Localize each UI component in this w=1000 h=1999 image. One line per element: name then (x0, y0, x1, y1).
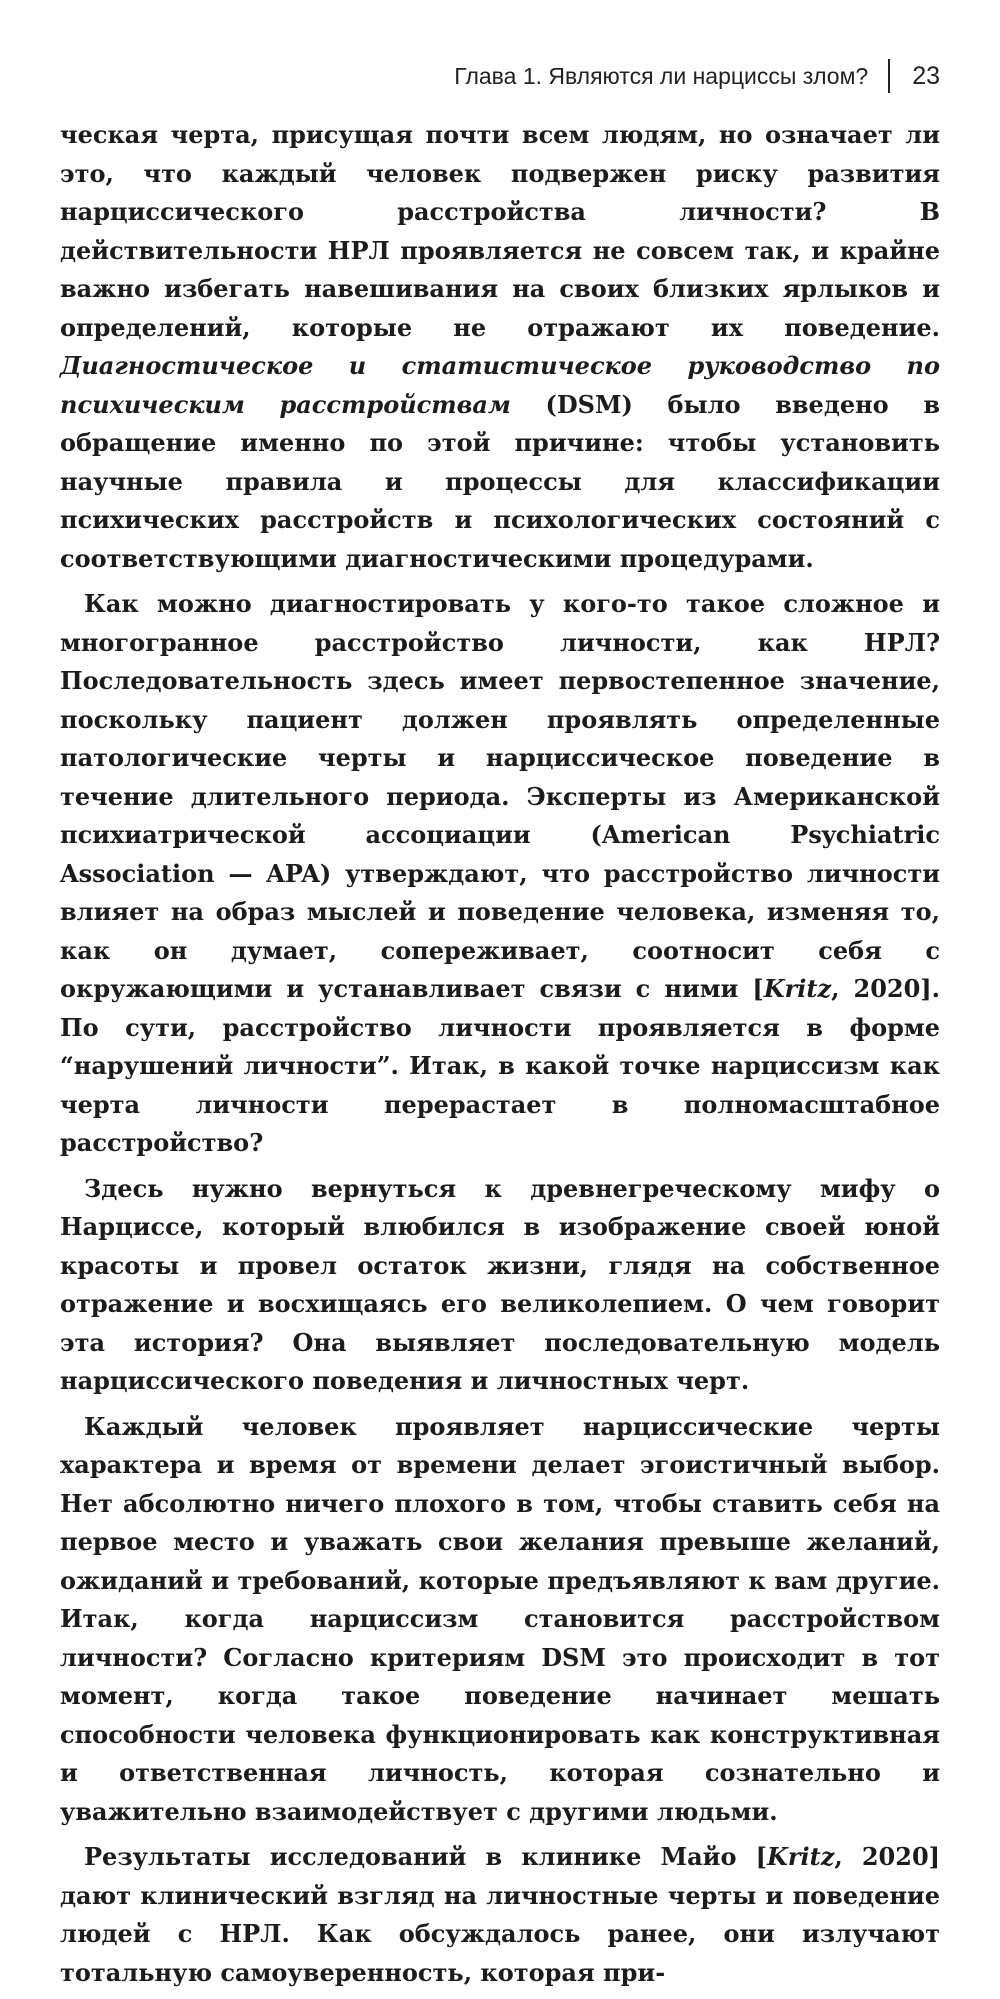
paragraph-5-text-a: Результаты исследований в клинике Майо [ (84, 1842, 767, 1871)
paragraph-5 (60, 1838, 940, 1992)
paragraph-1-text-b: (DSM) было введено в обращение именно по этой причине: чтобы установить научные правила и процессы для классификации психических расстройств и психологических состояний с соответствующими диагностическими процедурами. (60, 389, 941, 573)
page-number: 23 (912, 61, 940, 90)
paragraph-1-text-a: ческая черта, присущая почти всем людям, но означает ли это, что каждый человек подвержен риску развития нарциссического расстройства личности? В действительности НРЛ проявляется не совсем так, и крайне важно избегать навешивания на своих близких ярлыков и определений, которые не отражают их поведение. (60, 120, 940, 342)
paragraph-3: Здесь нужно вернуться к древнегреческому мифу о Нарциссе, который влюбился в изображение своей юной красоты и провел остаток жизни, глядя на собственное отражение и восхищаясь его великолепием. О чем говорит эта история? Она выявляет последовательную модель нарциссического поведения и личностных черт. (60, 1173, 940, 1395)
running-header (60, 56, 940, 96)
paragraph-2 (60, 585, 940, 1163)
paragraph-4: Каждый человек проявляет нарциссические черты характера и время от времени делает эгоистичный выбор. Нет абсолютно ничего плохого в том, чтобы ставить себя на первое место и уважать свои желания превыше желаний, ожиданий и требований, которые предъявляют к вам другие. Итак, когда нарциссизм становится расстройством личности? Согласно критериям DSM это происходит в тот момент, когда такое поведение начинает мешать способности человека функционировать как конструктивная и ответственная личность, которая сознательно и уважительно взаимодействует с другими людьми. (60, 1411, 940, 1826)
paragraph-5-text-b: , 2020] дают клинический взгляд на личностные черты и поведение людей с НРЛ. Как обсуждалось ранее, они излучают тотальную самоуверенность, которая при- (60, 1842, 940, 1987)
paragraph-2-text-b: , 2020]. По сути, расстройство личности проявляется в форме “нарушений личности”. Итак, в какой точке нарциссизм как черта личности перерастает в полномасштабное расстройство? (60, 974, 940, 1157)
paragraph-1 (60, 116, 940, 578)
chapter-title: Глава 1. Являются ли нарциссы злом? (454, 62, 869, 89)
paragraph-1-italic-title: Диагностическое и статистическое руководство по психическим расстройствам (60, 351, 940, 419)
body-text (60, 116, 940, 1999)
paragraph-2-citation-author: Kritz (763, 974, 832, 1003)
paragraph-2-text-a: Как можно диагностировать у кого-то такое сложное и многогранное расстройство личности, как НРЛ? Последовательность здесь имеет первостепенное значение, поскольку пациент должен проявлять определенные патологические черты и нарциссическое поведение в течение длительного периода. Эксперты из Американской психиатрической ассоциации (American Psychiatric Association — APA) утверждают, что расстройство личности влияет на образ мыслей и поведение человека, изменяя то, как он думает, сопереживает, соотносит себя с окружающими и устанавливает связи с ними [ (60, 589, 940, 1003)
paragraph-5-citation-author: Kritz (766, 1842, 835, 1871)
header-divider (888, 59, 890, 93)
